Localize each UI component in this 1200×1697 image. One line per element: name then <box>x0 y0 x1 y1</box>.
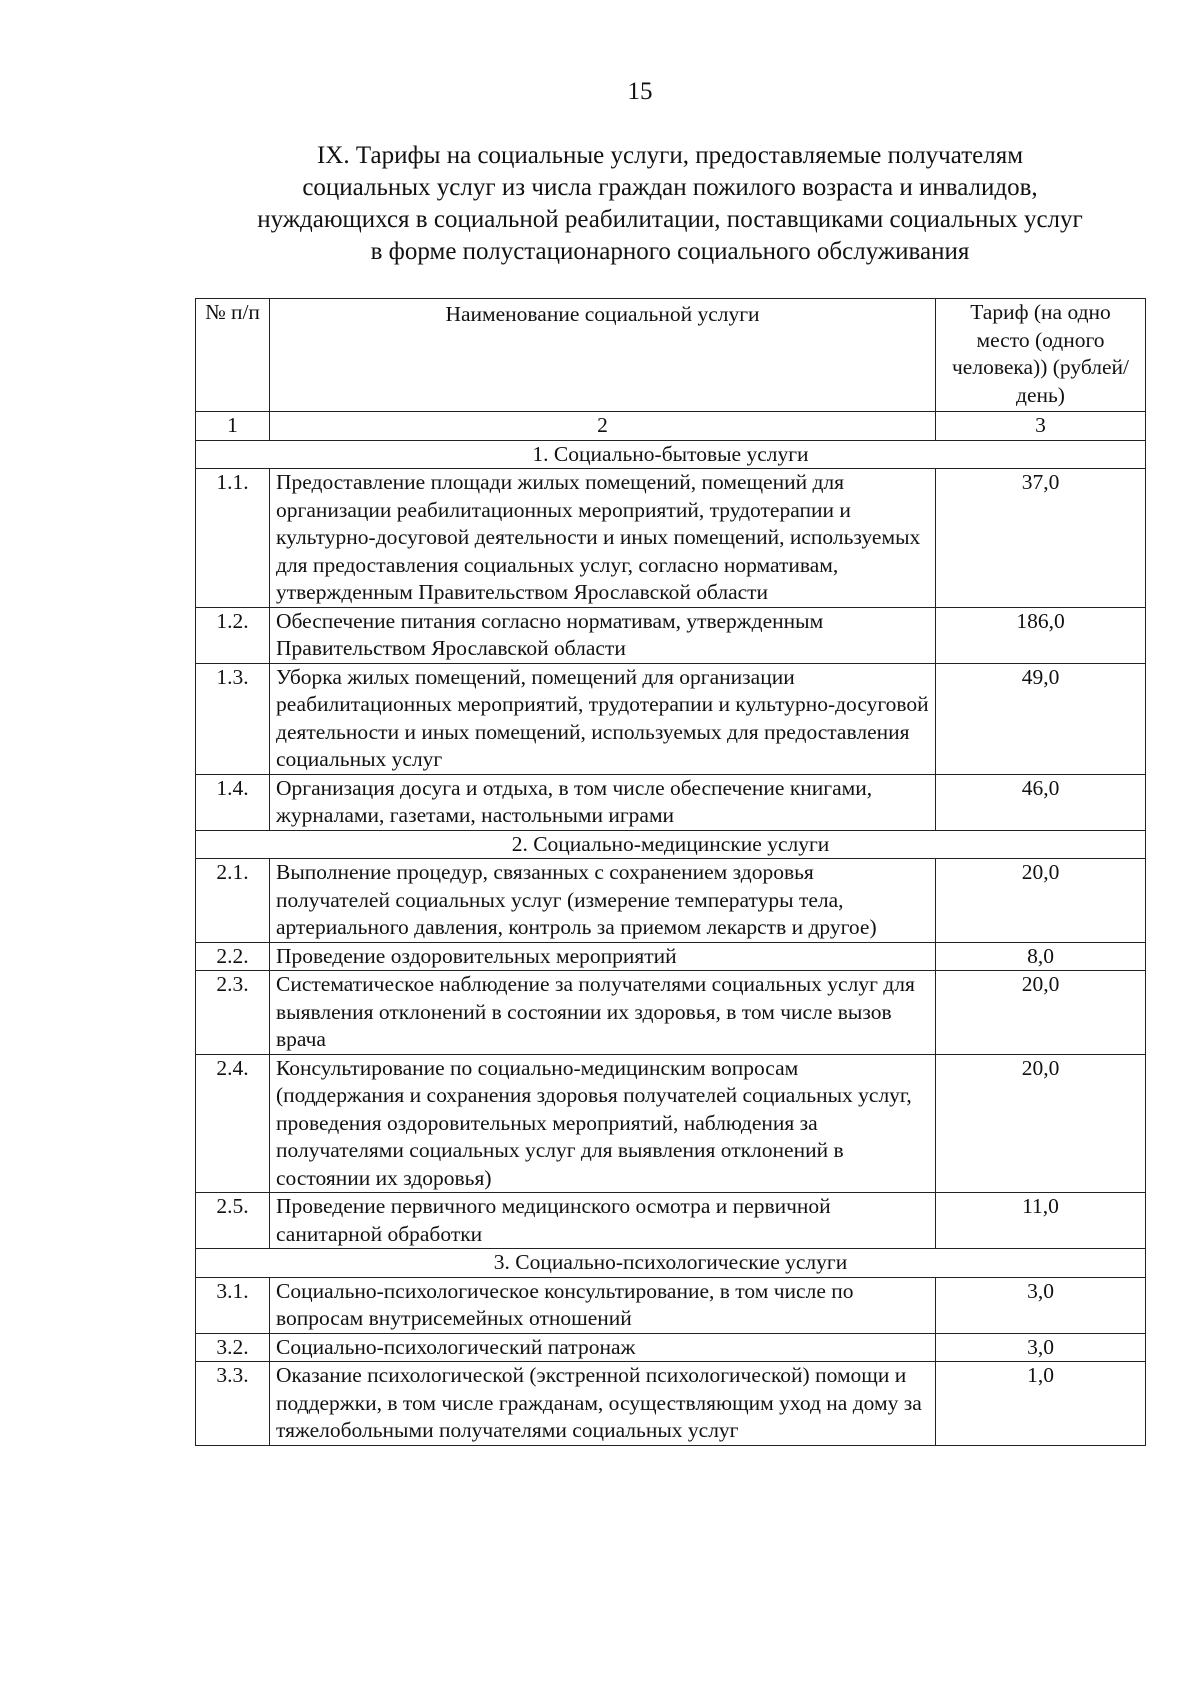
row-number: 3.1. <box>196 1277 270 1333</box>
tariff-value: 20,0 <box>936 859 1146 943</box>
title-line: социальных услуг из числа граждан пожилого возраста и инвалидов, <box>302 174 1038 201</box>
service-name: Уборка жилых помещений, помещений для организации реабилитационных мероприятий, трудотерапии и культурно-досуговой деятельности и иных помещений, используемых для предоставления социальных услуг <box>270 663 936 774</box>
tariff-value: 3,0 <box>936 1277 1146 1333</box>
table-row <box>196 942 1146 971</box>
column-number: 1 <box>196 412 270 441</box>
service-name: Систематическое наблюдение за получателями социальных услуг для выявления отклонений в состоянии их здоровья, в том числе вызов врача <box>270 971 936 1055</box>
row-number: 3.3. <box>196 1362 270 1446</box>
row-number: 2.3. <box>196 971 270 1055</box>
page-number: 15 <box>627 78 653 105</box>
table-row <box>196 1362 1146 1446</box>
column-numbers-row <box>196 412 1146 441</box>
tariff-value: 8,0 <box>936 942 1146 971</box>
service-name: Проведение первичного медицинского осмотра и первичной санитарной обработки <box>270 1193 936 1249</box>
row-number: 2.4. <box>196 1054 270 1193</box>
section-title: 1. Социально-бытовые услуги <box>196 440 1146 469</box>
row-number: 1.2. <box>196 607 270 663</box>
service-name: Предоставление площади жилых помещений, помещений для организации реабилитационных мероприятий, трудотерапии и культурно-досуговой деятельности и иных помещений, используемых для предоставления социальных услуг, согласно нормативам, утвержденным Правительством Ярославской области <box>270 469 936 608</box>
tariff-value: 11,0 <box>936 1193 1146 1249</box>
table-row <box>196 971 1146 1055</box>
tariff-value: 3,0 <box>936 1333 1146 1362</box>
title-line: нуждающихся в социальной реабилитации, поставщиками социальных услуг <box>257 206 1083 233</box>
row-number: 3.2. <box>196 1333 270 1362</box>
table-row <box>196 1333 1146 1362</box>
table-row <box>196 1193 1146 1249</box>
service-name: Социально-психологический патронаж <box>270 1333 936 1362</box>
section-title: 2. Социально-медицинские услуги <box>196 830 1146 859</box>
tariff-value: 49,0 <box>936 663 1146 774</box>
tariffs-table <box>195 298 1146 1446</box>
row-number: 1.1. <box>196 469 270 608</box>
column-number: 3 <box>936 412 1146 441</box>
row-number: 2.1. <box>196 859 270 943</box>
tariff-value: 20,0 <box>936 1054 1146 1193</box>
header-tariff: Тариф (на одно место (одного человека)) (рублей/день) <box>936 299 1146 412</box>
table-row <box>196 1054 1146 1193</box>
tariff-value: 37,0 <box>936 469 1146 608</box>
service-name: Социально-психологическое консультирование, в том числе по вопросам внутрисемейных отношений <box>270 1277 936 1333</box>
service-name: Консультирование по социально-медицинским вопросам (поддержания и сохранения здоровья получателей социальных услуг, проведения оздоровительных мероприятий, наблюдения за получателями социальных услуг для выявления отклонений в состоянии их здоровья) <box>270 1054 936 1193</box>
section-header-row <box>196 1249 1146 1278</box>
document-title <box>170 140 1170 268</box>
service-name: Оказание психологической (экстренной психологической) помощи и поддержки, в том числе гражданам, осуществляющим уход на дому за тяжелобольными получателями социальных услуг <box>270 1362 936 1446</box>
tariff-value: 46,0 <box>936 774 1146 830</box>
table-row <box>196 469 1146 608</box>
row-number: 2.2. <box>196 942 270 971</box>
service-name: Выполнение процедур, связанных с сохранением здоровья получателей социальных услуг (измерение температуры тела, артериального давления, контроль за приемом лекарств и другое) <box>270 859 936 943</box>
header-service-name: Наименование социальной услуги <box>270 299 936 412</box>
row-number: 1.3. <box>196 663 270 774</box>
service-name: Организация досуга и отдыха, в том числе обеспечение книгами, журналами, газетами, настольными играми <box>270 774 936 830</box>
section-header-row <box>196 830 1146 859</box>
tariff-value: 1,0 <box>936 1362 1146 1446</box>
column-number: 2 <box>270 412 936 441</box>
section-header-row <box>196 440 1146 469</box>
title-line: IX. Тарифы на социальные услуги, предоставляемые получателям <box>316 142 1024 169</box>
row-number: 2.5. <box>196 1193 270 1249</box>
tariff-value: 20,0 <box>936 971 1146 1055</box>
table-row <box>196 663 1146 774</box>
header-number: № п/п <box>196 299 270 412</box>
table-row <box>196 1277 1146 1333</box>
title-line: в форме полустационарного социального обслуживания <box>370 238 970 265</box>
table-row <box>196 774 1146 830</box>
table-header-row <box>196 299 1146 412</box>
service-name: Проведение оздоровительных мероприятий <box>270 942 936 971</box>
service-name: Обеспечение питания согласно нормативам, утвержденным Правительством Ярославской области <box>270 607 936 663</box>
section-title: 3. Социально-психологические услуги <box>196 1249 1146 1278</box>
table-row <box>196 607 1146 663</box>
row-number: 1.4. <box>196 774 270 830</box>
table-row <box>196 859 1146 943</box>
tariff-value: 186,0 <box>936 607 1146 663</box>
